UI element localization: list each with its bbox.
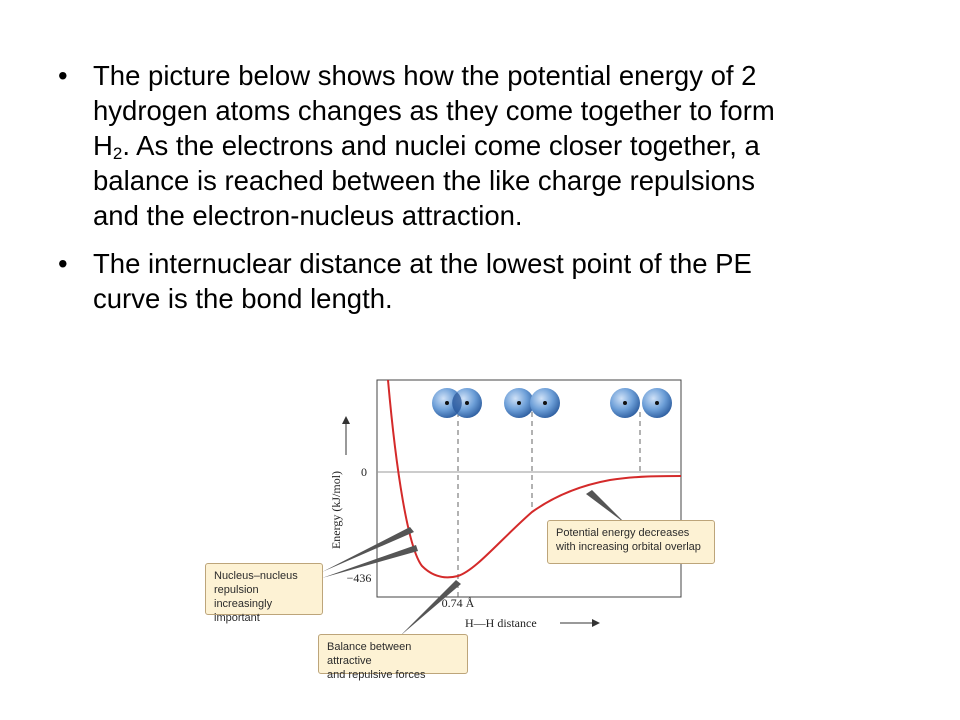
bullet-line-text: . As the electrons and nuclei come closer together, a <box>122 130 760 161</box>
nucleus-dot <box>465 401 469 405</box>
nucleus-dot <box>623 401 627 405</box>
nucleus-dot <box>517 401 521 405</box>
tick-label-zero: 0 <box>361 465 367 479</box>
callout-repulsion <box>205 563 323 624</box>
formula-h: H <box>93 130 113 161</box>
nucleus-dot <box>543 401 547 405</box>
callout-text: and repulsive forces <box>327 669 426 681</box>
callout-balance <box>318 634 468 681</box>
callout-text: Balance between attractive <box>327 641 412 667</box>
callout-orbital-overlap <box>547 520 715 564</box>
tick-label-min: −436 <box>346 571 372 585</box>
y-axis-label: Energy (kJ/mol) <box>329 470 343 550</box>
formula-subscript: 2 <box>112 144 123 163</box>
callout-text: Potential energy decreases <box>556 527 690 539</box>
x-axis-label: H—H distance <box>465 616 537 630</box>
bullet-dot: • <box>58 248 68 279</box>
bond-length-label: 0.74 Å <box>441 596 475 610</box>
bullet-line: hydrogen atoms changes as they come together to form <box>93 95 775 126</box>
callout-text: with increasing orbital overlap <box>556 541 701 553</box>
nucleus-dot <box>655 401 659 405</box>
bullet-line: curve is the bond length. <box>93 283 393 314</box>
bullet-line: and the electron-nucleus attraction. <box>93 200 523 231</box>
callout-text: important <box>214 612 260 624</box>
bullet-line: The picture below shows how the potential energy of 2 <box>93 60 757 91</box>
callout-text: Nucleus–nucleus <box>214 570 298 582</box>
callout-text: repulsion increasingly <box>214 584 273 610</box>
bullet-line: balance is reached between the like charge repulsions <box>93 165 755 196</box>
bullet-line: The internuclear distance at the lowest point of the PE <box>93 248 752 279</box>
bullet-dot: • <box>58 60 68 91</box>
atom-pair-bonded <box>432 388 482 418</box>
nucleus-dot <box>445 401 449 405</box>
